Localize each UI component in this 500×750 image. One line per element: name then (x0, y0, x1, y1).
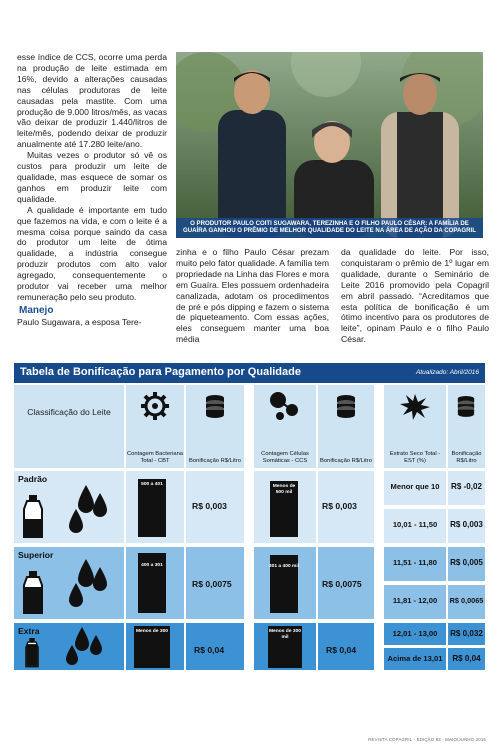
coin-stack-icon (204, 393, 226, 419)
est-bonus-value: R$ 0,0065 (449, 596, 484, 605)
ccs-bonus-header: Bonificação R$/Litro (320, 458, 372, 465)
article-paragraph: Paulo Sugawara, a esposa Tere- (17, 316, 142, 327)
est-range: 10,01 - 11,50 (392, 520, 438, 529)
est-row-3-bonus-cell (448, 547, 485, 581)
table-title-bar (14, 363, 485, 383)
cbt-bonus-header: Bonificação R$/Litro (189, 458, 241, 465)
cbt-bonus-value: R$ 0,0075 (192, 579, 232, 589)
row-padrao-ccs-bonus-cell (318, 471, 374, 543)
row-extra-ccs-cell (254, 623, 316, 670)
bacteria-gear-icon (140, 391, 170, 421)
milk-drops-icon (36, 559, 114, 615)
row-extra-label-cell (14, 623, 124, 670)
row-label-padrao: Padrão (18, 474, 48, 484)
cbt-bonus-value: R$ 0,04 (194, 645, 225, 655)
coin-stack-icon (335, 393, 357, 419)
article-middle-column: zinha e o filho Paulo César prezam muito pelo fator qualidade. A família tem propriedade na Linha das Flores e mora em Guaíra. Eles possuem ordenhadeira canalizada, adotam os procedimentos de pré e pós dipping e fazem o sistema de piqueteamento. Com essas ações, eles conseguem manter uma boa média (176, 247, 329, 345)
est-row-1-bonus-cell (448, 471, 485, 505)
est-header-cell (384, 385, 446, 468)
est-row-1-cell (384, 471, 446, 505)
milk-bottle-icon (22, 571, 44, 615)
milk-bottle-icon (22, 638, 42, 668)
est-range: Acima de 13,01 (387, 654, 443, 663)
est-header: Extrato Seco Total - EST (%) (389, 451, 441, 465)
cbt-value: 400 a 301 (141, 563, 163, 568)
row-superior-ccs-cell (254, 547, 316, 619)
cbt-header-cell (126, 385, 184, 468)
row-extra-cbt-cell (126, 623, 184, 670)
table-title: Tabela de Bonificação para Pagamento por Qualidade (20, 366, 301, 378)
est-range: 11,81 - 12,00 (392, 596, 438, 605)
row-padrao-ccs-cell (254, 471, 316, 543)
ccs-bonus-value: R$ 0,0075 (322, 579, 362, 589)
article-left-column (17, 52, 167, 328)
est-bonus-header-cell (448, 385, 485, 468)
est-row-4-bonus-cell (448, 585, 485, 619)
est-row-3-cell (384, 547, 446, 581)
row-superior-ccs-bonus-cell (318, 547, 374, 619)
row-superior-cbt-bonus-cell (186, 547, 244, 619)
est-bonus-value: R$ 0,04 (452, 654, 481, 663)
ccs-bonus-header-cell (318, 385, 374, 468)
est-row-2-bonus-cell (448, 509, 485, 543)
cbt-bar (138, 553, 166, 613)
cbt-value: 500 a 401 (141, 482, 163, 487)
est-row-2-cell (384, 509, 446, 543)
ccs-bonus-value: R$ 0,04 (326, 645, 357, 655)
section-subheading: Manejo (19, 304, 54, 316)
ccs-value: 301 a 400 mil (268, 564, 300, 569)
ccs-bonus-value: R$ 0,003 (322, 501, 357, 511)
ccs-value: Menos de 300 mil (268, 629, 302, 640)
ccs-value: Menos de 500 mil (272, 484, 296, 495)
est-row-5-cell (384, 623, 446, 645)
est-row-6-cell (384, 648, 446, 670)
photo-caption: O PRODUTOR PAULO COITI SUGAWARA, TEREZINHA E O FILHO PAULO CÉSAR: A FAMÍLIA DE GUAÍRA GANHOU O PRÊMIO DE MELHOR QUALIDADE DO LEITE NA ÁREA DE AÇÃO DA COPAGRIL (176, 218, 483, 238)
est-bonus-value: R$ -0,02 (450, 482, 483, 491)
milk-drops-icon (44, 627, 114, 667)
milk-splash-icon (398, 390, 432, 422)
cbt-bonus-value: R$ 0,003 (192, 501, 227, 511)
family-photo (176, 52, 483, 238)
row-padrao-cbt-bonus-cell (186, 471, 244, 543)
ccs-header-cell (254, 385, 316, 468)
row-label-superior: Superior (18, 550, 54, 560)
classification-header: Classificação do Leite (27, 407, 111, 417)
est-range: Menor que 10 (390, 482, 440, 491)
cbt-bonus-header-cell (186, 385, 244, 468)
milk-drops-icon (36, 485, 114, 541)
cbt-value: Menos de 300 (135, 629, 169, 634)
cbt-bar (138, 479, 166, 537)
table-updated-date: Atualizado: Abril/2016 (416, 369, 479, 376)
article-paragraph: Muitas vezes o produtor só vê os custos para produzir um leite de qualidade, mas esquece de somar os ganhos em produzir leite com qualidade. (17, 150, 167, 204)
est-range: 12,01 - 13,00 (392, 629, 438, 638)
est-bonus-header: Bonificação R$/Litro (451, 451, 482, 465)
est-row-4-cell (384, 585, 446, 619)
row-label-extra: Extra (18, 626, 40, 636)
classification-header-cell (14, 385, 124, 468)
milk-bottle-icon (22, 495, 44, 539)
est-range: 11,51 - 11,80 (393, 558, 437, 567)
row-padrao-label-cell (14, 471, 124, 543)
bonus-table (14, 385, 485, 670)
est-bonus-value: R$ 0,005 (450, 558, 483, 567)
row-padrao-cbt-cell (126, 471, 184, 543)
est-row-5-bonus-cell (448, 623, 485, 645)
row-extra-ccs-bonus-cell (318, 623, 374, 670)
photo-illustration (176, 52, 483, 238)
article-paragraph: esse índice de CCS, ocorre uma perda na produção de leite estimada em 16%, devido a alterações causadas nas células produtoras de leite causadas pela mastite. Com uma produção de 9.000 litros/mês, as vacas vão deixar de produzir 1.440/litros de leite/mês, podendo deixar de produzir anualmente até 17.280 leite/ano. (17, 52, 167, 150)
est-bonus-value: R$ 0,032 (450, 629, 483, 638)
row-superior-cbt-cell (126, 547, 184, 619)
row-extra-cbt-bonus-cell (186, 623, 244, 670)
coin-stack-icon (456, 394, 476, 418)
article-right-column: da qualidade do leite. Por isso, conquistaram o prêmio de 1º lugar em qualidade, durante o Seminário de Leite 2016 promovido pela Copagril em abril passado. “Acreditamos que esta política de bonificação é um ótimo incentivo para os produtores de leite”, opinam Paulo e o filho Paulo César. (341, 247, 489, 345)
cells-icon (268, 390, 302, 422)
page-footer: REVISTA COPAGRIL - EDIÇÃO 93 - MAIO/JUNHO 2016 (368, 737, 486, 742)
row-superior-label-cell (14, 547, 124, 619)
est-row-6-bonus-cell (448, 648, 485, 670)
article-paragraph: A qualidade é importante em tudo que fazemos na vida, e com o leite é a mesma coisa porque saindo da casa do produtor um leite de ótima qualidade, a indústria consegue produzir produtos com alto valor agregado, consequentemente o produtor vai receber uma melhor remuneração pelo seu produto. (17, 204, 167, 302)
est-bonus-value: R$ 0,003 (450, 520, 483, 529)
cbt-header: Contagem Bacteriana Total - CBT (126, 451, 184, 465)
ccs-header: Contagem Células Somáticas - CCS (261, 451, 309, 465)
